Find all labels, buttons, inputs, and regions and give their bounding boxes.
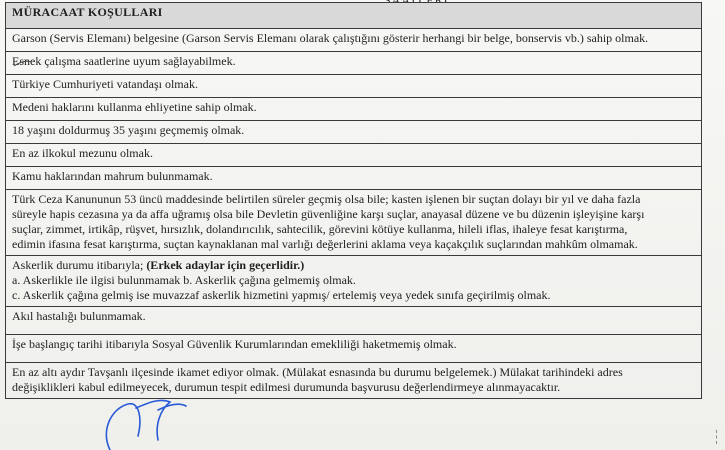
criminal-line: süreyle hapis cezasına ya da affa uğramış olsa bile Devletin güvenliğine karşı suçlar, anayasal düzene ve bu düzenin işleyişine karşı xyxy=(12,207,645,221)
requirement-waiter-certificate: Garson (Servis Elemanı) belgesine (Garson Servis Elemanı olarak çalıştığını gösterir herhangi bir belge, bonservis vb.) sahip olmak. xyxy=(6,29,702,52)
military-line-a: a. Askerlikle ile ilgisi bulunmamak b. Askerlik çağına gelmemiş olmak. xyxy=(12,273,356,287)
criminal-line: suçlar, zimmet, irtikâp, rüşvet, hırsızlık, dolandırıcılık, sahtecilik, görevini kötüye kullanma, hileli iflas, ihaleye fesat karıştırma, xyxy=(12,222,628,236)
military-male-note: (Erkek adaylar için geçerlidir.) xyxy=(146,258,305,272)
requirement-public-rights: Kamu haklarından mahrum bulunmamak. xyxy=(6,167,702,190)
military-intro-line xyxy=(12,258,696,273)
requirement-retirement: İşe başlangıç tarihi itibarıyla Sosyal Güvenlik Kurumlarından emekliliği haketmemiş olmak. xyxy=(6,335,702,363)
table-header: MÜRACAAT KOŞULLARI xyxy=(6,3,702,29)
criminal-line: Türk Ceza Kanununun 53 üncü maddesinde belirtilen süreler geçmiş olsa bile; kasten işlenen bir suçtan dolayı bir yıl ve daha fazla xyxy=(12,192,641,206)
table-row xyxy=(6,307,702,335)
table-row xyxy=(6,190,702,256)
table-row xyxy=(6,167,702,190)
requirement-civil-rights: Medeni haklarını kullanma ehliyetine sahip olmak. xyxy=(6,98,702,121)
requirement-residence xyxy=(6,363,702,399)
page-edge-mark xyxy=(716,430,719,444)
requirement-flexible-hours: Esnek çalışma saatlerine uyum sağlayabilmek. xyxy=(6,52,702,75)
residence-line: En az altı aydır Tavşanlı ilçesinde ikamet ediyor olmak. (Mülakat esnasında bu durumu belgelemek.) Mülakat tarihindeki adres xyxy=(12,365,623,379)
requirement-citizenship: Türkiye Cumhuriyeti vatandaşı olmak. xyxy=(6,75,702,98)
table-row xyxy=(6,335,702,363)
military-line-c: c. Askerlik çağına gelmiş ise muvazzaf askerlik hizmetini yapmış/ ertelemiş veya yedek sınıfa geçirilmiş olmak. xyxy=(12,288,551,302)
table-row xyxy=(6,75,702,98)
requirements-table xyxy=(5,2,702,399)
military-intro: Askerlik durumu itibarıyla; xyxy=(12,258,144,272)
table-header-row xyxy=(6,3,702,29)
criminal-line: edimin ifasına fesat karıştırma, suçtan kaynaklanan mal varlığı değerlerini aklama veya kaçakçılık suçlarından mahkûm olmamak. xyxy=(12,237,638,251)
residence-line: değişiklikleri kabul edilmeyecek, durumun tespit edilmesi durumunda başvurusu değerlendirmeye alınmayacaktır. xyxy=(12,380,561,394)
table-row xyxy=(6,256,702,307)
table-row xyxy=(6,121,702,144)
requirement-age: 18 yaşını doldurmuş 35 yaşını geçmemiş olmak. xyxy=(6,121,702,144)
requirement-criminal-record xyxy=(6,190,702,256)
table-row xyxy=(6,363,702,399)
requirement-mental-health: Akıl hastalığı bulunmamak. xyxy=(6,307,702,335)
table-row xyxy=(6,29,702,52)
table-row xyxy=(6,144,702,167)
requirement-military xyxy=(6,256,702,307)
table-row xyxy=(6,52,702,75)
table-row xyxy=(6,98,702,121)
requirement-education: En az ilkokul mezunu olmak. xyxy=(6,144,702,167)
